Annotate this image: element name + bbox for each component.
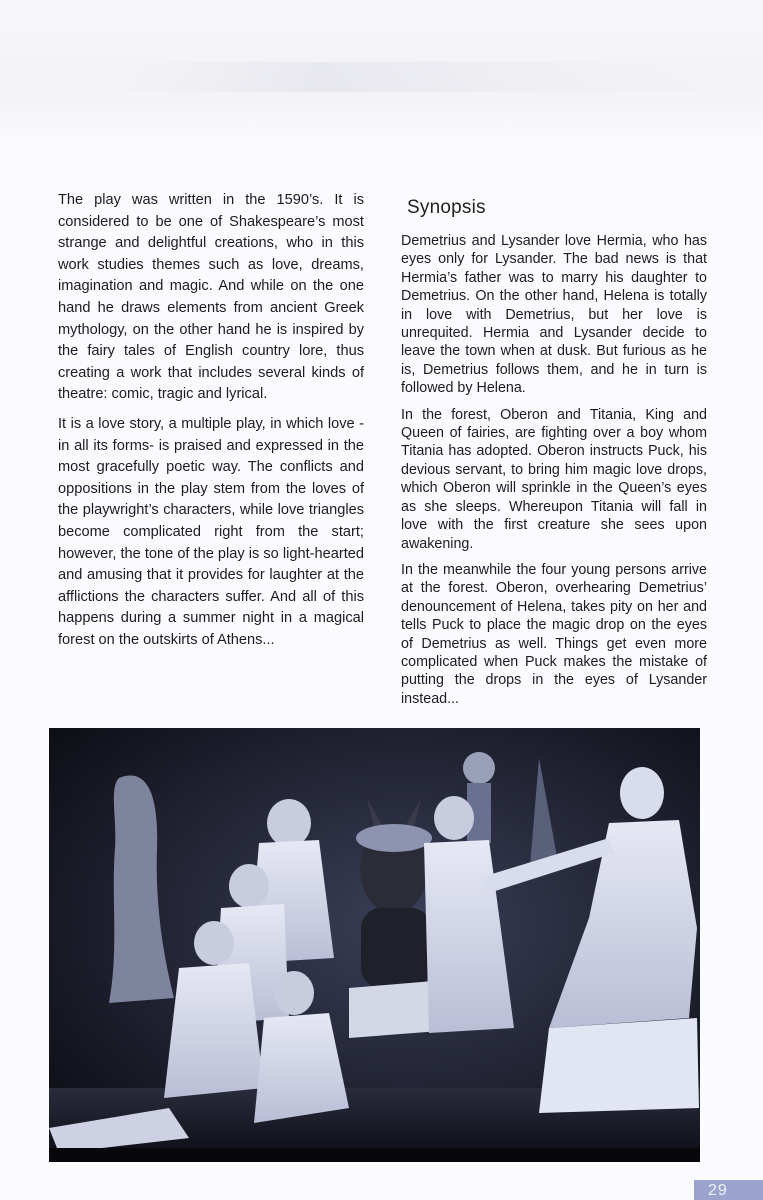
synopsis-paragraph-3: In the meanwhile the four young persons arrive at the forest. Oberon, overhearing Demetrius’ denouncement of Helena, takes pity on her and tells Puck to place the magic drop on the eyes of Demetrius as well. Things get even more complicated when Puck makes the mistake of putting the drops in the eyes of Lysander instead... <box>401 561 707 707</box>
stage-production-photo <box>49 728 700 1162</box>
synopsis-paragraph-1: Demetrius and Lysander love Hermia, who has eyes only for Lysander. The bad news is that Hermia’s father was to marry his daughter to Demetrius. On the other hand, Helena is totally in love with Demetrius, but her love is unrequited. Hermia and Lysander decide to leave the town when at dusk. But furious as he is, Demetrius follows them, and he in turn is followed by Helena. <box>401 233 707 397</box>
page-number-tab <box>694 1180 763 1200</box>
photo-illustration <box>49 728 700 1162</box>
intro-paragraph-2: It is a love story, a multiple play, in which love - in all its forms- is praised and expressed in the most gracefully poetic way. The conflicts and oppositions in the play stem from the loves of the playwright’s characters, while love triangles become complicated right from the start; however, the tone of the play is so light-hearted and amusing that it provides for laughter at the afflictions the characters suffer. And all of this happens during a summer night in a magical forest on the outskirts of Athens... <box>58 415 364 648</box>
synopsis-column <box>401 190 707 716</box>
intro-column <box>58 190 364 659</box>
faded-title-bleed <box>120 62 720 92</box>
page-number: 29 <box>708 1182 728 1199</box>
intro-paragraph-1: The play was written in the 1590’s. It is considered to be one of Shakespeare’s most strange and delightful creations, who in this work studies themes such as love, dreams, imagination and magic. And while on the one hand he draws elements from ancient Greek mythology, on the other hand he is inspired by the fairy tales of English country lore, thus creating a work that includes several kinds of theatre: comic, tragic and lyrical. <box>58 192 364 403</box>
synopsis-heading: Synopsis <box>407 197 486 218</box>
synopsis-paragraph-2: In the forest, Oberon and Titania, King and Queen of fairies, are fighting over a boy whom Titania has adopted. Oberon instructs Puck, his devious servant, to bring him magic love drops, which Oberon will sprinkle in the Queen’s eyes as she sleeps. Whereupon Titania will fall in love with the first creature she sees upon awakening. <box>401 406 707 552</box>
faded-header-band <box>0 0 763 150</box>
